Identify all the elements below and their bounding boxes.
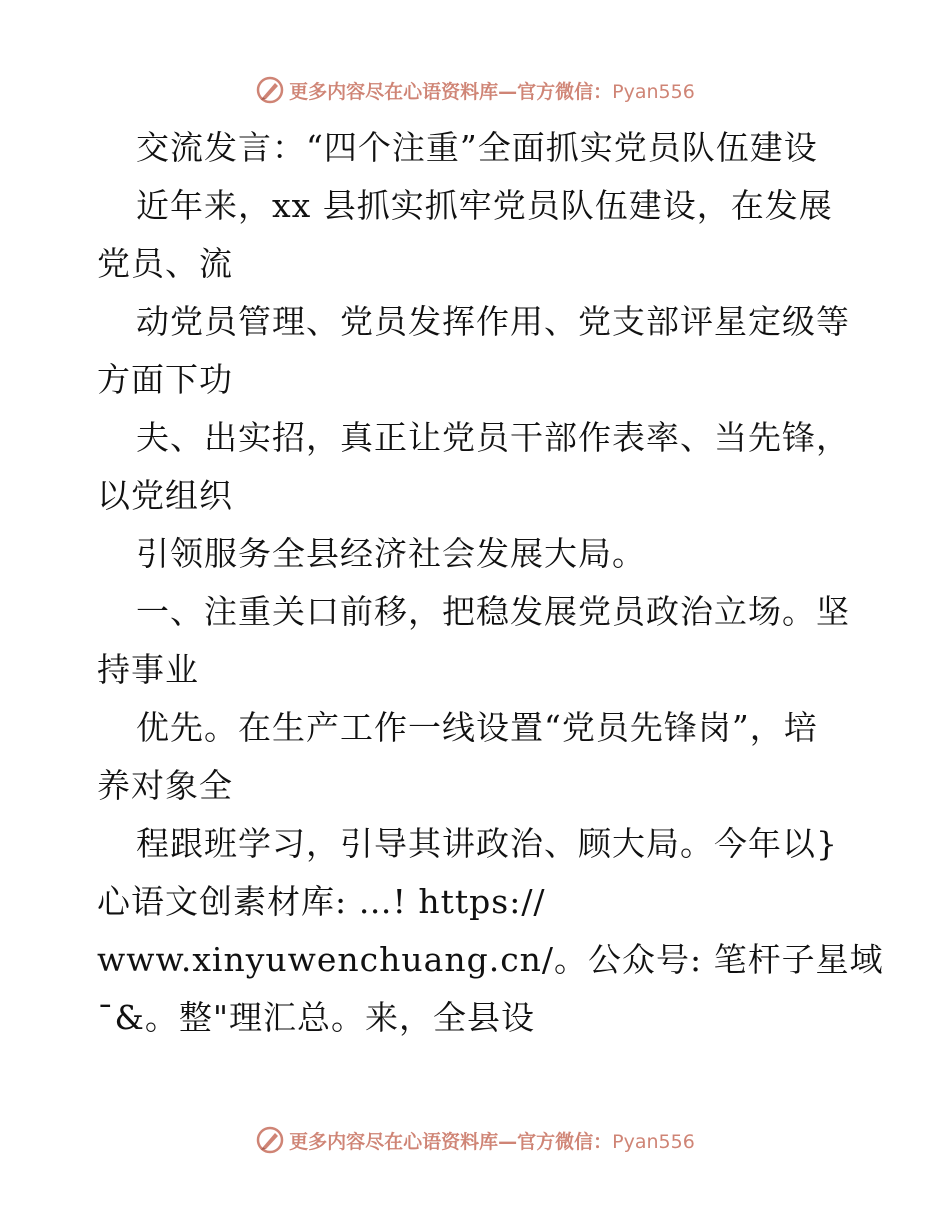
header-banner-wechat-id: Pyan556 (612, 80, 695, 103)
paragraph-line: 养对象全 (97, 766, 233, 805)
watermark-url-line: www.xinyuwenchuang.cn/。公众号: 笔杆子星域 (97, 940, 884, 979)
header-banner-text: 更多内容尽在心语资料库—官方微信： (289, 80, 613, 103)
paragraph-line: 优先。在生产工作一线设置“党员先锋岗”，培 (136, 708, 818, 747)
pen-logo-icon (255, 1125, 285, 1155)
paragraph-line: 方面下功 (97, 360, 233, 399)
footer-banner-text: 更多内容尽在心语资料库—官方微信： (289, 1130, 613, 1153)
paragraph-line: 引领服务全县经济社会发展大局。 (136, 534, 646, 573)
watermark-line: 心语文创素材库: …! https:// (97, 882, 546, 921)
paragraph-line: 持事业 (97, 650, 199, 689)
footer-banner-wechat-id: Pyan556 (612, 1130, 695, 1153)
paragraph-line: 以党组织 (97, 476, 233, 515)
pen-logo-icon (255, 75, 285, 105)
paragraph-line: 党员、流 (97, 244, 233, 283)
paragraph-line: 程跟班学习，引导其讲政治、顾大局。今年以} (136, 824, 838, 863)
header-banner (0, 70, 950, 110)
document-title: 交流发言：“四个注重”全面抓实党员队伍建设 (136, 128, 818, 167)
footer-banner (0, 1120, 950, 1160)
paragraph-line: 近年来，xx 县抓实抓牢党员队伍建设，在发展 (136, 186, 833, 225)
paragraph-line: ¯&。整"理汇总。来，全县设 (97, 998, 536, 1037)
section-heading-line: 一、注重关口前移，把稳发展党员政治立场。坚 (136, 592, 850, 631)
paragraph-line: 动党员管理、党员发挥作用、党支部评星定级等 (136, 302, 850, 341)
paragraph-line: 夫、出实招，真正让党员干部作表率、当先锋， (136, 418, 850, 457)
